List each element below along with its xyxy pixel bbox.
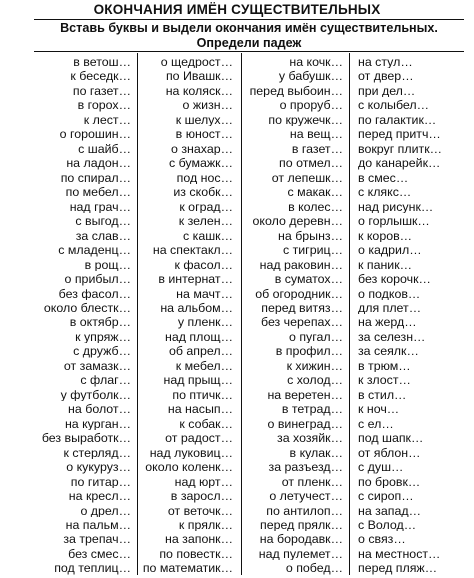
word-item: по кружечк…	[268, 112, 343, 127]
word-item: к стерляд…	[63, 445, 131, 460]
word-item: о прибыл…	[64, 272, 131, 286]
word-item: к лест…	[83, 112, 131, 127]
word-item: о пугал…	[289, 329, 343, 344]
word-item: с клякс…	[358, 185, 412, 199]
word-item: в суматох…	[274, 272, 343, 286]
word-item: в трюм…	[358, 358, 411, 373]
word-item: о знахар…	[171, 141, 233, 156]
word-item: перед пляж…	[358, 561, 438, 575]
word-item: о кукуруз…	[66, 460, 131, 474]
word-item: на брынз…	[278, 228, 343, 243]
word-item: о горлышк…	[358, 214, 430, 228]
word-item: над раковин…	[259, 257, 343, 272]
word-item: из скобк…	[173, 185, 233, 199]
word-item: по Ивашк…	[165, 69, 233, 83]
word-item: на бородавк…	[259, 532, 343, 546]
word-item: над площ…	[165, 329, 233, 344]
word-item: на стул…	[358, 55, 413, 69]
word-item: на коляск…	[165, 83, 233, 98]
word-item: за разъезд…	[268, 460, 343, 474]
word-item: от двер…	[358, 69, 414, 83]
word-item: в юност…	[175, 127, 233, 141]
word-item: на пальм…	[65, 518, 131, 532]
word-item: к шелух…	[175, 112, 233, 127]
word-item: с макак…	[287, 185, 343, 199]
word-item: на кочк…	[289, 55, 343, 69]
word-item: под шапк…	[358, 431, 424, 445]
word-item: с кашк…	[183, 228, 233, 243]
word-item: над рисунк…	[358, 199, 434, 214]
word-item: о летучест…	[269, 489, 343, 503]
word-item: с сироп…	[358, 489, 414, 503]
word-item: у футболк…	[60, 387, 131, 402]
word-item: на альбом…	[160, 300, 233, 315]
word-item: без выработк…	[41, 431, 131, 445]
word-item: за хозяйк…	[277, 431, 343, 445]
word-item: от радост…	[165, 431, 233, 445]
word-item: в кулак…	[289, 445, 343, 460]
word-column-2	[138, 53, 242, 575]
word-item: на кресл…	[68, 489, 131, 503]
word-item: до канарейк…	[358, 156, 441, 170]
word-item: с дружб…	[73, 344, 131, 358]
word-item: в заросл…	[170, 489, 233, 503]
word-item: об огородник…	[255, 286, 343, 300]
word-item: по мебел…	[65, 185, 131, 199]
word-item: от веточк…	[167, 503, 233, 517]
word-item: в интернат…	[158, 272, 233, 286]
word-item: от лепешк…	[271, 170, 343, 185]
word-item: к коров…	[358, 228, 413, 243]
word-item: без черепах…	[260, 315, 343, 329]
word-item: без корочк…	[358, 272, 431, 286]
word-item: к паник…	[358, 257, 413, 272]
word-item: в газет…	[291, 141, 343, 156]
word-item: по отмел…	[279, 156, 343, 170]
word-item: под нос…	[176, 170, 233, 185]
word-item: в ветош…	[73, 55, 131, 69]
word-item: о подков…	[358, 286, 421, 300]
word-item: над луковиц…	[149, 445, 233, 460]
word-item: на жерд…	[358, 315, 417, 329]
word-item: с ел…	[358, 416, 394, 431]
word-item: в октябр…	[69, 315, 131, 329]
word-item: по гитар…	[70, 474, 131, 489]
word-item: к оград…	[179, 199, 233, 214]
word-item: о щедрост…	[160, 55, 233, 69]
word-item: перед выбоин…	[249, 83, 343, 98]
word-item: от пленк…	[281, 474, 343, 489]
word-item: около коленк…	[145, 460, 233, 474]
word-item: над юрт…	[174, 474, 233, 489]
word-column-1	[34, 53, 138, 575]
word-item: с шайб…	[78, 141, 131, 156]
word-item: к злост…	[358, 373, 411, 387]
word-column-3	[242, 53, 350, 575]
word-item: без смес…	[68, 546, 131, 561]
header-divider-bottom	[34, 51, 464, 52]
word-item: вокруг плитк…	[358, 141, 443, 156]
word-item: от замазк…	[63, 358, 131, 373]
word-item: о побед…	[285, 561, 343, 575]
word-item: на вещ…	[289, 127, 343, 141]
word-item: об апрел…	[168, 344, 233, 358]
word-item: о дрел…	[80, 503, 131, 517]
word-item: к прялк…	[178, 518, 233, 532]
word-item: от яблон…	[358, 445, 421, 460]
word-item: с младенц…	[58, 243, 131, 257]
word-item: над прыщ…	[163, 373, 233, 387]
word-item: на курган…	[64, 416, 131, 431]
word-item: по галактик…	[358, 112, 437, 127]
word-item: о жизн…	[182, 98, 233, 112]
word-item: перед притч…	[358, 127, 441, 141]
word-item: о винеград…	[267, 416, 343, 431]
word-item: с душ…	[358, 460, 404, 474]
word-item: на ладон…	[66, 156, 131, 170]
word-item: в горох…	[77, 98, 131, 112]
word-item: о горошин…	[59, 127, 131, 141]
word-item: с бумажк…	[168, 156, 233, 170]
word-item: о связ…	[358, 532, 406, 546]
exercise-grid	[34, 53, 466, 575]
word-item: за селезн…	[358, 329, 426, 344]
word-item: с тигриц…	[282, 243, 343, 257]
word-item: на насып…	[167, 402, 233, 416]
word-item: по птичк…	[172, 387, 233, 402]
word-item: к упряж…	[75, 329, 131, 344]
word-item: на мачт…	[176, 286, 233, 300]
word-item: над пулемет…	[258, 546, 343, 561]
word-item: по спирал…	[60, 170, 131, 185]
word-item: за слав…	[75, 228, 131, 243]
page-title: ОКОНЧАНИЯ ИМЁН СУЩЕСТВИТЕЛЬНЫХ	[93, 2, 381, 17]
word-item: с колыбел…	[358, 98, 430, 112]
word-item: к ноч…	[358, 402, 400, 416]
word-item: к собак…	[179, 416, 233, 431]
word-item: в рощ…	[84, 257, 131, 272]
word-item: с флаг…	[80, 373, 131, 387]
word-item: у пленк…	[177, 315, 233, 329]
word-item: с выгод…	[75, 214, 131, 228]
word-item: под теплиц…	[54, 561, 131, 575]
word-column-4	[350, 53, 466, 575]
word-item: без фасол…	[58, 286, 131, 300]
word-item: перед витяз…	[261, 300, 343, 315]
word-item: в смес…	[358, 170, 409, 185]
word-item: с Волод…	[358, 518, 417, 532]
word-item: к беседк…	[70, 69, 131, 83]
word-item: на спектакл…	[152, 243, 233, 257]
word-item: к хижин…	[286, 358, 343, 373]
word-item: около деревн…	[252, 214, 343, 228]
word-item: на веретен…	[267, 387, 343, 402]
word-item: у бабушк…	[278, 69, 343, 83]
instruction-line-2: Определи падеж	[196, 36, 302, 50]
word-item: в тетрад…	[281, 402, 343, 416]
instruction-line-1: Вставь буквы и выдели окончания имён существительных.	[60, 21, 438, 35]
word-item: к фасол…	[174, 257, 233, 272]
word-item: по газет…	[72, 83, 131, 98]
word-item: к мебел…	[175, 358, 233, 373]
word-item: с холод…	[287, 373, 343, 387]
word-item: над грач…	[69, 199, 131, 214]
word-item: по антилоп…	[266, 503, 343, 517]
word-item: о кадрил…	[358, 243, 422, 257]
word-item: за трепач…	[63, 532, 131, 546]
header-divider-top	[34, 19, 464, 20]
word-item: около блестк…	[43, 300, 131, 315]
word-item: в стил…	[358, 387, 407, 402]
word-item: на болот…	[68, 402, 131, 416]
word-item: на запонк…	[164, 532, 233, 546]
word-item: по математик…	[142, 561, 233, 575]
word-item: за сеялк…	[358, 344, 419, 358]
word-item: к зелен…	[178, 214, 233, 228]
word-item: на запад…	[358, 503, 421, 517]
word-item: на местност…	[358, 546, 441, 561]
word-item: для плет…	[358, 300, 422, 315]
word-item: в профил…	[275, 344, 343, 358]
word-item: перед прялк…	[260, 518, 343, 532]
word-item: о проруб…	[279, 98, 343, 112]
word-item: в колес…	[288, 199, 343, 214]
word-item: по бровк…	[358, 474, 421, 489]
word-item: при дел…	[358, 83, 416, 98]
word-item: по повестк…	[159, 546, 233, 561]
